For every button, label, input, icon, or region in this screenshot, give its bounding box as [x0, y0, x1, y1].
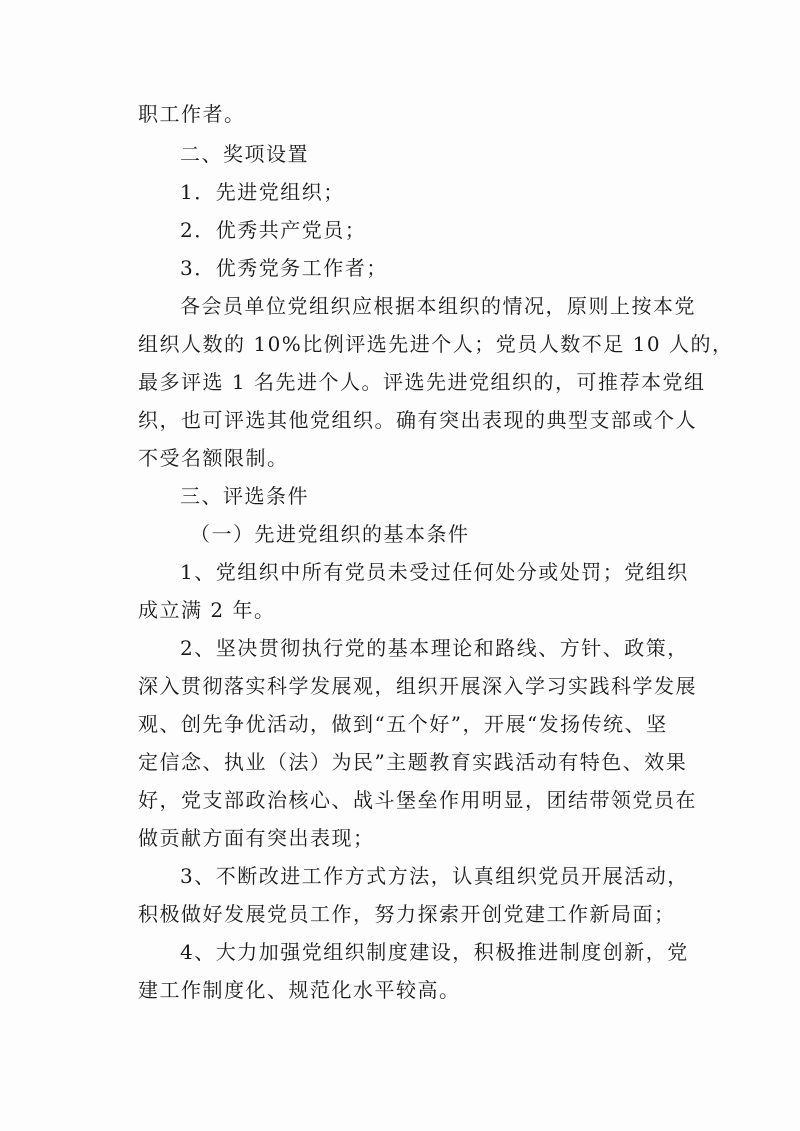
paragraph-line: 2、坚决贯彻执行党的基本理论和路线、方针、政策，: [180, 636, 689, 660]
paragraph-line: 积极做好发展党员工作，努力探索开创党建工作新局面；: [138, 902, 676, 926]
paragraph-line: 建工作制度化、规范化水平较高。: [138, 978, 461, 1002]
section-heading-criteria: 三、评选条件: [180, 484, 309, 508]
paragraph-line: 最多评选 1 名先进个人。评选先进党组织的，可推荐本党组: [138, 370, 706, 394]
paragraph-line: 1、党组织中所有党员未受过任何处分或处罚；党组织: [180, 560, 689, 584]
paragraph-line: 成立满 2 年。: [138, 598, 276, 622]
paragraph-line: 各会员单位党组织应根据本组织的情况，原则上按本党: [180, 294, 696, 318]
paragraph-line: 定信念、执业（法）为民”主题教育实践活动有特色、效果: [138, 750, 688, 774]
paragraph-line: 观、创先争优活动，做到“五个好”，开展“发扬传统、坚: [138, 712, 668, 736]
paragraph-line: 做贡献方面有突出表现；: [138, 826, 375, 850]
list-item: 2．优秀共产党员；: [180, 218, 367, 242]
paragraph-line: 4、大力加强党组织制度建设，积极推进制度创新，党: [180, 940, 689, 964]
paragraph-line: 3、不断改进工作方式方法，认真组织党员开展活动，: [180, 864, 689, 888]
paragraph-line: 织，也可评选其他党组织。确有突出表现的典型支部或个人: [138, 408, 697, 432]
section-heading-awards: 二、奖项设置: [180, 142, 309, 166]
paragraph-line: 好，党支部政治核心、战斗堡垒作用明显，团结带领党员在: [138, 788, 697, 812]
subsection-heading: （一）先进党组织的基本条件: [190, 522, 470, 546]
paragraph-line: 深入贯彻落实科学发展观，组织开展深入学习实践科学发展: [138, 674, 697, 698]
text-line: 职工作者。: [138, 102, 246, 126]
list-item: 3．优秀党务工作者；: [180, 256, 388, 280]
paragraph-line: 不受名额限制。: [138, 446, 289, 470]
list-item: 1．先进党组织；: [180, 180, 345, 204]
paragraph-line: 组织人数的 10%比例评选先进个人；党员人数不足 10 人的，: [138, 332, 734, 356]
